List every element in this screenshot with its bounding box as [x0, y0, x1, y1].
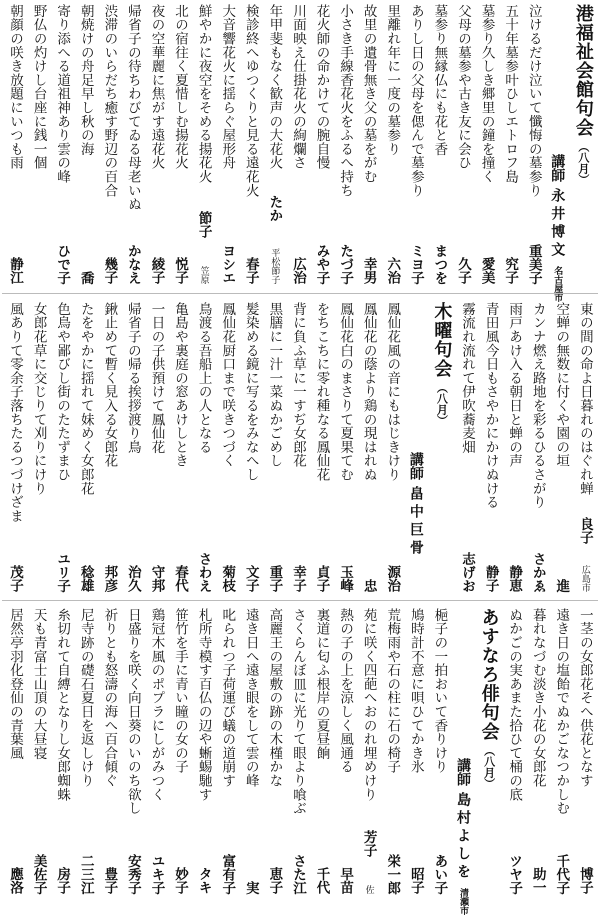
haiku-author: 幸子 [289, 565, 306, 592]
haiku-text: 青田風今日もさやかにかけぬける [482, 302, 499, 509]
haiku-column [145, 4, 167, 284]
haiku-text: 雨戸あけ入る朝日と蝉の声 [506, 302, 523, 468]
haiku-text: 鍬止めて暫く見入る女郎花 [101, 302, 118, 468]
haiku-column [428, 608, 450, 894]
haiku-author: 広治 [289, 257, 306, 284]
haiku-text: 背に負ふ草に一すぢ女郎花 [289, 302, 306, 468]
haiku-column [193, 302, 215, 592]
haiku-column [240, 4, 262, 284]
haiku-text: 色鳥や鄙びし街のたたずまひ [54, 302, 71, 482]
tier-columns [4, 4, 596, 302]
haiku-author: 実 [242, 880, 259, 894]
haiku-author: 守邦 [148, 565, 165, 592]
haiku-text: 年甲斐もなく歓声の大花火 [266, 4, 283, 170]
haiku-column [263, 4, 285, 284]
haiku-text: 女郎花草に交じりて刈りにけり [30, 302, 47, 496]
haiku-column [456, 302, 478, 592]
teacher-location: 名古屋市 [552, 266, 563, 302]
haiku-column [240, 302, 262, 592]
haiku-column [480, 302, 502, 592]
group-month: （八月） [435, 382, 449, 426]
haiku-text: 黒膳に一汁一菜ぬかごめし [266, 302, 283, 468]
haiku-author: 忠 [360, 578, 377, 592]
haiku-author: 悦子 [172, 257, 189, 284]
haiku-author: 春代 [172, 565, 189, 592]
haiku-text: ありし日の父母を偲んで墓参り [407, 4, 424, 198]
divider [2, 600, 598, 601]
tier-minato-fukushi [4, 4, 596, 302]
haiku-column [169, 608, 191, 894]
haiku-author: ユリ子 [54, 551, 71, 592]
haiku-author: 静恵 [506, 565, 523, 592]
haiku-author: 房子 [54, 867, 71, 894]
haiku-author: 富有子 [219, 853, 236, 894]
haiku-column [263, 302, 285, 592]
group-month: （八月） [576, 141, 590, 185]
haiku-text: 居然亭羽化登仙の青葉風 [7, 608, 23, 760]
haiku-author: 助一 [529, 867, 546, 894]
haiku-text: 笹竹を手に青い瞳の女の子 [172, 608, 189, 774]
haiku-author-note: 広島市 [579, 564, 590, 592]
haiku-author: 千代 [313, 867, 330, 894]
haiku-column [287, 4, 309, 284]
teacher-label: 講師 [549, 154, 566, 182]
haiku-author: 喬 [77, 270, 94, 284]
haiku-column [216, 608, 238, 894]
haiku-text: 朝焼けの舟足早し秋の海 [77, 4, 94, 156]
haiku-text: 尼寺跡の礎石夏日を返しけり [77, 608, 94, 788]
haiku-text: 五十年墓参叶ひしエトロフ島 [502, 4, 519, 184]
haiku-column [334, 4, 356, 284]
teacher-column [405, 302, 427, 592]
teacher-name: 畠中巨骨 [407, 486, 424, 558]
group-title: 木曜句会 [431, 302, 453, 378]
haiku-column [311, 4, 333, 284]
haiku-column [193, 4, 215, 284]
haiku-column [358, 302, 380, 592]
haiku-author: 綾子 [148, 257, 165, 284]
divider [2, 293, 598, 294]
haiku-column [499, 4, 521, 284]
haiku-text: 熱の子の上を涼しく風通る [337, 608, 354, 774]
haiku-column [428, 4, 450, 284]
group-title-column [476, 608, 502, 894]
haiku-column [28, 608, 50, 894]
haiku-column [550, 608, 572, 894]
haiku-column [381, 608, 403, 894]
haiku-author-note: 佐 [363, 884, 374, 894]
haiku-column [381, 302, 403, 592]
haiku-author: 静子 [482, 565, 499, 592]
haiku-column [28, 302, 50, 592]
haiku-column [527, 608, 549, 894]
haiku-text: 東の間の命よ日暮れのはぐれ蝉 [576, 302, 593, 496]
haiku-author: 幾子 [101, 257, 118, 284]
haiku-author: さわえ [195, 551, 212, 592]
haiku-author: 昭子 [407, 867, 424, 894]
haiku-author: 妙子 [172, 867, 189, 894]
haiku-column [122, 4, 144, 284]
haiku-text: 祈りとも怒濤の海へ百合傾ぐ [101, 608, 118, 788]
haiku-column [169, 4, 191, 284]
haiku-text: 遠き日へ遠き眼をして雲の峰 [242, 608, 259, 788]
haiku-author: 二三江 [77, 853, 94, 894]
haiku-author: ツヤ子 [506, 853, 523, 894]
haiku-text: 墓参り久しき郷里の鐘を撞く [478, 4, 495, 184]
haiku-column [28, 4, 50, 284]
haiku-text: 暮れなづむ淡き小花の女郎花 [529, 608, 546, 788]
haiku-author: ユキ子 [148, 853, 165, 894]
tier-asunaro [4, 608, 596, 915]
haiku-text: 一日の子供預けて鳳仙花 [148, 302, 165, 454]
haiku-column [503, 608, 525, 894]
haiku-author: 久子 [454, 257, 471, 284]
haiku-author: 節子 [195, 211, 212, 239]
haiku-text: 帰省子の待ちわびてゐる母老いぬ [124, 4, 141, 211]
group-title: あすなろ俳句会 [478, 608, 500, 741]
haiku-author: 千代子 [553, 853, 570, 894]
haiku-author: 文子 [242, 565, 259, 592]
tier-columns [4, 302, 596, 592]
teacher-label: 講師 [454, 758, 471, 786]
haiku-column [263, 608, 285, 894]
haiku-author: たか [266, 195, 283, 223]
haiku-text: 帰省子の帰る挨拶渡り鳥 [124, 302, 141, 454]
haiku-text: 里離れ年に一度の墓参り [384, 4, 401, 156]
haiku-author: 志げお [458, 551, 475, 592]
haiku-text: 鳥渡る吾船上の人となる [195, 302, 212, 454]
haiku-column [98, 302, 120, 592]
haiku-text: 裏道に匂ふ根岸の夏昼餉 [313, 608, 330, 760]
haiku-author: 重子 [266, 565, 283, 592]
haiku-text: 亀島や裏庭の窓あけしとき [172, 302, 189, 468]
group-title-column [570, 4, 596, 284]
haiku-text: 川面映え仕掛花火の絢爛さ [289, 4, 306, 170]
haiku-column [193, 608, 215, 894]
haiku-text: 高麗王の屋敷の跡の木槿かな [266, 608, 283, 788]
haiku-text: 鶏冠木風のポプラにしがみつく [148, 608, 165, 802]
tier-mokuyo [4, 302, 596, 592]
haiku-text: 寄り添へる道祖神あり雲の峰 [54, 4, 71, 184]
group-title: 港福祉会館句会 [572, 4, 594, 137]
haiku-column [51, 4, 73, 284]
haiku-column [287, 302, 309, 592]
haiku-column [51, 302, 73, 592]
haiku-text: 夜の空華麗に焦がす遠花火 [148, 4, 165, 170]
haiku-text: 鳩時計不意に唄ひてかき氷 [407, 608, 424, 774]
haiku-author: 茂子 [7, 565, 23, 592]
teacher-column [452, 608, 474, 915]
haiku-text: 梔子の一拍おいて香りけり [431, 608, 448, 774]
haiku-column [122, 302, 144, 592]
teacher-name: 永井博文 [549, 188, 566, 260]
haiku-column [574, 302, 596, 592]
haiku-author: みや子 [313, 243, 330, 284]
haiku-text: 鳳仙花風の音にもはじきけり [384, 302, 401, 482]
haiku-author: 恵子 [266, 867, 283, 894]
haiku-text: 天も青富士山頂の大昼寝 [30, 608, 47, 760]
haiku-text: 髪染める鏡に写るをみなへし [242, 302, 259, 482]
haiku-column [405, 4, 427, 284]
haiku-text: さくらんぼ皿に光りて眼より喰ぶ [289, 608, 306, 815]
haiku-text: ぬかごの実あまた拾ひて桶の底 [506, 608, 523, 802]
haiku-author: 春子 [242, 257, 259, 284]
haiku-column [574, 608, 596, 894]
haiku-text: 日盛りを咲く向日葵のいのち欲し [124, 608, 141, 815]
haiku-column [550, 302, 572, 592]
haiku-column [216, 302, 238, 592]
haiku-column [145, 608, 167, 894]
haiku-author: かなえ [124, 243, 141, 284]
haiku-column [145, 302, 167, 592]
haiku-author: たづ子 [337, 243, 354, 284]
haiku-text: 鮮やかに夜空をそめる揚花火 [195, 4, 212, 184]
haiku-text: 朝顔の咲き放題にいつも雨 [7, 4, 23, 170]
group-title-column [428, 302, 454, 592]
haiku-text: 風ありて零余子落ちたるつづけざま [7, 302, 23, 523]
haiku-author: タキ [195, 867, 212, 894]
haiku-text: 大音響花火に揺らぐ屋形舟 [219, 4, 236, 170]
haiku-author: 治久 [124, 565, 141, 592]
haiku-text: 鳳仙花白のまさりて夏果てむ [337, 302, 354, 482]
haiku-column [4, 4, 26, 284]
haiku-author: 菊枝 [219, 565, 236, 592]
haiku-author: まつを [431, 243, 448, 284]
haiku-author: 豊子 [101, 867, 118, 894]
haiku-text: 鳳仙花厨口まで咲きつづく [219, 302, 236, 468]
haiku-column [334, 302, 356, 592]
haiku-author: 稔雄 [77, 565, 94, 592]
group-month: （八月） [482, 745, 496, 789]
haiku-author: 早苗 [337, 867, 354, 894]
teacher-label: 講師 [407, 452, 424, 480]
haiku-column [75, 4, 97, 284]
haiku-column [405, 608, 427, 894]
haiku-column [527, 302, 549, 592]
haiku-author: ヨシエ [219, 243, 236, 284]
haiku-text: 糸切れて自縛となりし女郎蜘蛛 [54, 608, 71, 802]
haiku-author: さた江 [289, 853, 306, 894]
haiku-text: 荒梅雨や石の柱に石の椅子 [384, 608, 401, 774]
haiku-column [122, 608, 144, 894]
haiku-column [358, 4, 380, 284]
haiku-author: ひで子 [54, 243, 71, 284]
haiku-author-note: 笠原 [198, 266, 209, 284]
haiku-text: 故里の遺骨無き父の墓をがむ [360, 4, 377, 184]
haiku-text: 野仏の灼けし台座に銭一個 [30, 4, 47, 170]
haiku-column [523, 4, 545, 284]
haiku-column [240, 608, 262, 894]
haiku-author: 貞子 [313, 565, 330, 592]
haiku-text: 霧流れ流れて伊吹蕎麦畑 [458, 302, 475, 454]
haiku-author: 邦彦 [101, 565, 118, 592]
haiku-text: 花火師の命かけての腕自慢 [313, 4, 330, 170]
haiku-column [169, 302, 191, 592]
haiku-column [4, 608, 26, 894]
haiku-column [287, 608, 309, 894]
haiku-author: 六治 [384, 257, 401, 284]
haiku-text: 叱られつ子荷運び蟻の道崩す [219, 608, 236, 788]
haiku-text: 泣けるだけ泣いて懺悔の墓参り [525, 4, 542, 198]
haiku-author: 美佐子 [30, 853, 47, 894]
haiku-text: 父母の墓参や古き友に会ひ [454, 4, 471, 170]
teacher-column [546, 4, 568, 302]
haiku-author: 博子 [576, 867, 593, 894]
haiku-author: 源治 [384, 565, 401, 592]
haiku-author: 安秀子 [124, 853, 141, 894]
haiku-author: 應洛 [7, 867, 23, 894]
haiku-text: 渋滞のいらだち癒す野辺の百合 [101, 4, 118, 198]
haiku-column [311, 608, 333, 894]
haiku-column [75, 608, 97, 894]
haiku-column [75, 302, 97, 592]
haiku-column [216, 4, 238, 284]
haiku-text: をちこちに零れ種なる鳳仙花 [313, 302, 330, 482]
haiku-column [4, 302, 26, 592]
haiku-author: 静江 [7, 257, 23, 284]
haiku-text: 札所寺模す百仏の辺や蜥蜴馳す [195, 608, 212, 802]
haiku-author: 進 [553, 578, 570, 592]
tier-columns [4, 608, 596, 915]
haiku-column [334, 608, 356, 894]
haiku-text: 検診終へゆつくりと見る遠花火 [242, 4, 259, 198]
haiku-column [452, 4, 474, 284]
teacher-location: 清瀬市 [457, 888, 468, 915]
haiku-column [98, 608, 120, 894]
haiku-author: 幸男 [360, 257, 377, 284]
haiku-column [311, 302, 333, 592]
haiku-column [503, 302, 525, 592]
haiku-author: 栄一郎 [384, 853, 401, 894]
haiku-text: 鳳仙花の蔭より鶏の現はれぬ [360, 302, 377, 482]
haiku-column [476, 4, 498, 284]
haiku-author: 愛美 [478, 257, 495, 284]
haiku-text: 遠き日の塩飴でぬかごなつかしむ [553, 608, 570, 815]
teacher-name: 島村よしを [454, 792, 471, 882]
haiku-author: さかゑ [529, 551, 546, 592]
haiku-author: ミヨ子 [407, 243, 424, 284]
haiku-text: 墓参り無縁仏にも花と香 [431, 4, 448, 156]
haiku-column [381, 4, 403, 284]
haiku-author-note: 平松節子 [269, 247, 280, 284]
haiku-author: あい子 [431, 853, 448, 894]
haiku-text: たをやかに揺れて妹めく女郎花 [77, 302, 94, 496]
haiku-text: カンナ燃え路地を彩るひるさがり [529, 302, 546, 509]
haiku-column [98, 4, 120, 284]
haiku-column [51, 608, 73, 894]
haiku-text: 北の宿往く夏惜しむ揚花火 [172, 4, 189, 170]
haiku-text: 一茎の女郎花そへ供花となす [576, 608, 593, 788]
haiku-author: 重美子 [525, 243, 542, 284]
haiku-author: 良子 [576, 516, 593, 544]
haiku-text: 小さき手線香花火をふるへ持ち [337, 4, 354, 198]
haiku-text: 苑に咲く四葩へおのれ埋めけり [360, 608, 377, 802]
haiku-column [358, 608, 380, 894]
haiku-author: 究子 [502, 257, 519, 284]
haiku-author: 玉峰 [337, 565, 354, 592]
haiku-author: 芳子 [360, 829, 377, 857]
haiku-text: 空蝉の無数に付くや園の垣 [553, 302, 570, 468]
